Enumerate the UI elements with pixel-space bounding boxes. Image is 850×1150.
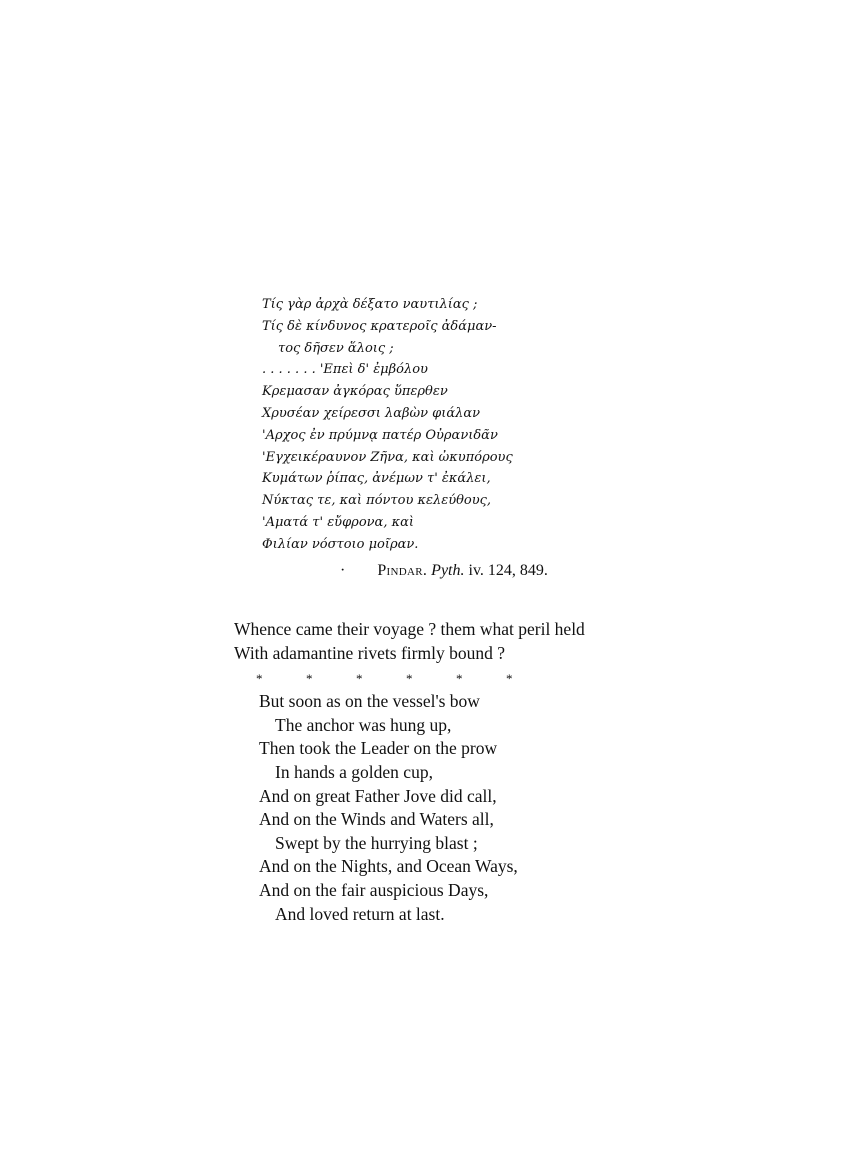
greek-line: 'Αρχος ἐν πρύμνᾳ πατέρ Οὐρανιδᾶν [262,427,498,443]
english-line: And on great Father Jove did call, [259,785,497,806]
star-mark: * [456,670,463,686]
english-line: And on the fair auspicious Days, [259,879,489,900]
greek-line: Χρυσέαν χείρεσσι λαβὼν φιάλαν [262,405,481,421]
greek-line: Φιλίαν νόστοιο μοῖραν. [262,536,419,552]
greek-line: . . . . . . . 'Επεὶ δ' ἐμβόλου [262,362,428,378]
greek-line: 'Εγχεικέραυνον Ζῆνα, καὶ ὠκυπόρους [262,449,513,465]
english-verse [234,618,694,926]
citation-work: Pyth. [431,562,465,579]
english-line: With adamantine rivets firmly bound ? [234,642,505,663]
greek-line: Κρεμασαν ἀγκόρας ὕπερθεν [262,384,448,400]
english-line: Whence came their voyage ? them what peril held [234,619,585,639]
star-mark: * [506,670,513,686]
english-line: But soon as on the vessel's bow [259,691,480,712]
star-mark: * [256,670,263,686]
star-mark: * [406,670,413,686]
english-line: Then took the Leader on the prow [259,738,498,759]
greek-line: Νύκτας τε, καὶ πόντου κελεύθους, [262,493,492,509]
greek-line: Τίς γὰρ ἀρχὰ δέξατο ναυτιλίας ; [262,297,478,312]
english-line: The anchor was hung up, [275,714,452,735]
english-line: Swept by the hurrying blast ; [275,832,478,853]
citation-dot: · [340,562,346,579]
star-mark: * [356,670,363,686]
asterism [234,668,694,688]
english-line: And on the Winds and Waters all, [259,809,494,830]
english-line: And on the Nights, and Ocean Ways, [259,856,518,877]
greek-line: Κυμάτων ῥίπας, ἀνέμων τ' ἐκάλει, [262,471,491,487]
greek-verse [262,294,682,556]
citation [340,562,548,580]
greek-line: 'Αματά τ' εὔφρονα, καὶ [262,514,414,530]
citation-reference: iv. 124, 849. [468,562,548,579]
greek-line: τος δῆσεν ἅλοις ; [278,340,394,356]
star-mark: * [306,670,313,686]
english-line: In hands a golden cup, [275,761,433,782]
citation-author: Pindar. [377,562,428,579]
english-line: And loved return at last. [275,903,445,924]
greek-line: Τίς δὲ κίνδυνος κρατεροῖς ἀδάμαν- [262,318,497,334]
